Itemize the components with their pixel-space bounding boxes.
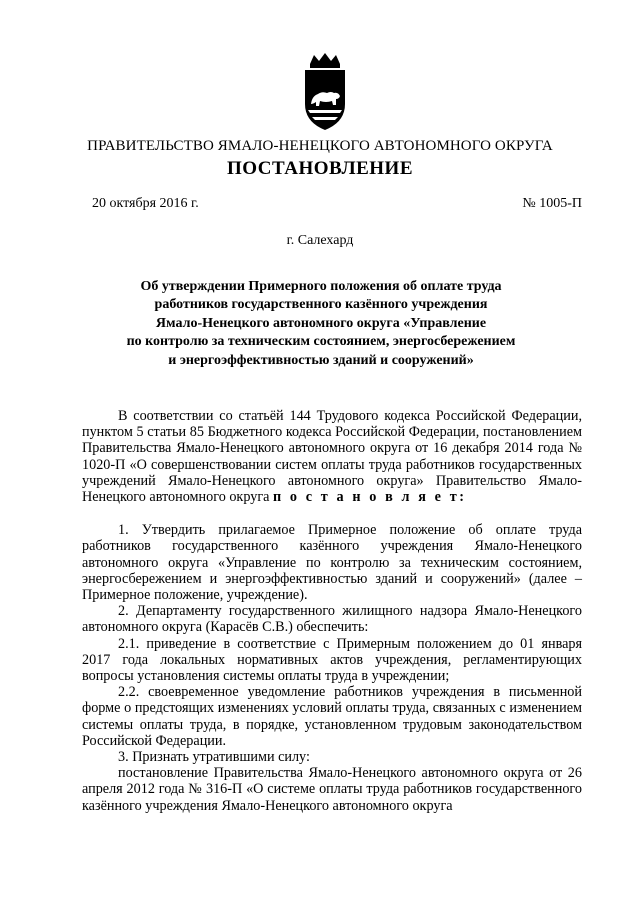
item-2-1: 2.1. приведение в соответствие с Примерным положением до 01 января 2017 года локальных нормативных актов учреждения, регламентирующих вопросы установления системы оплаты труда в учреждении; bbox=[82, 635, 582, 685]
decree-title bbox=[110, 278, 532, 370]
title-line: Ямало-Ненецкого автономного округа «Управление bbox=[155, 315, 487, 331]
title-line: работников государственного казённого учреждения bbox=[154, 297, 488, 313]
preamble-text: В соответствии со статьёй 144 Трудового кодекса Российской Федерации, пунктом 5 статьи 85 Бюджетного кодекса Российской Федерации, постановлением Правительства Ямало-Ненецкого автономного округа от 16 декабря 2014 года № 1020-П «О совершенствовании систем оплаты труда работников государственных учреждений Ямало-Ненецкого автономного округа» Правительство Ямало-Ненецкого автономного округа bbox=[82, 408, 582, 506]
decree-body bbox=[82, 408, 582, 814]
item-2-2: 2.2. своевременное уведомление работников учреждения в письменной форме о предстоящих изменениях условий оплаты труда, связанных с изменением системы оплаты труда, в порядке, установленном трудовым законодательством Российской Федерации. bbox=[82, 684, 582, 749]
preamble-paragraph bbox=[82, 408, 582, 505]
issue-city: г. Салехард bbox=[286, 233, 354, 248]
coat-of-arms-icon bbox=[296, 52, 354, 132]
title-line: Об утверждении Примерного положения об оплате труда bbox=[140, 279, 502, 294]
government-name: ПРАВИТЕЛЬСТВО ЯМАЛО-НЕНЕЦКОГО АВТОНОМНОГО ОКРУГА bbox=[87, 138, 553, 154]
item-3-text: постановление Правительства Ямало-Ненецкого автономного округа от 26 апреля 2012 года № 316-П «О системе оплаты труда работников государственного казённого учреждения Ямало-Ненецкого автономного округа bbox=[82, 765, 582, 814]
item-1: 1. Утвердить прилагаемое Примерное положение об оплате труда работников государственного казённого учреждения Ямало-Ненецкого автономного округа «Управление по контролю за техническим состоянием, энергосбережением и энергоэффективностью зданий и сооружений» (далее – Примерное положение, учреждение). bbox=[82, 522, 582, 604]
document-type: ПОСТАНОВЛЕНИЕ bbox=[226, 158, 414, 179]
title-line: и энергоэффективностью зданий и сооружений» bbox=[168, 352, 474, 368]
decree-number: № 1005-П bbox=[522, 196, 582, 211]
decree-date: 20 октября 2016 г. bbox=[92, 196, 199, 211]
item-3: 3. Признать утратившими силу: bbox=[118, 749, 310, 766]
resolves-word: п о с т а н о в л я е т: bbox=[272, 489, 467, 506]
title-line: по контролю за техническим состоянием, энергосбережением bbox=[126, 334, 516, 350]
item-2: 2. Департаменту государственного жилищного надзора Ямало-Ненецкого автономного округа (Карасёв С.В.) обеспечить: bbox=[82, 603, 582, 636]
